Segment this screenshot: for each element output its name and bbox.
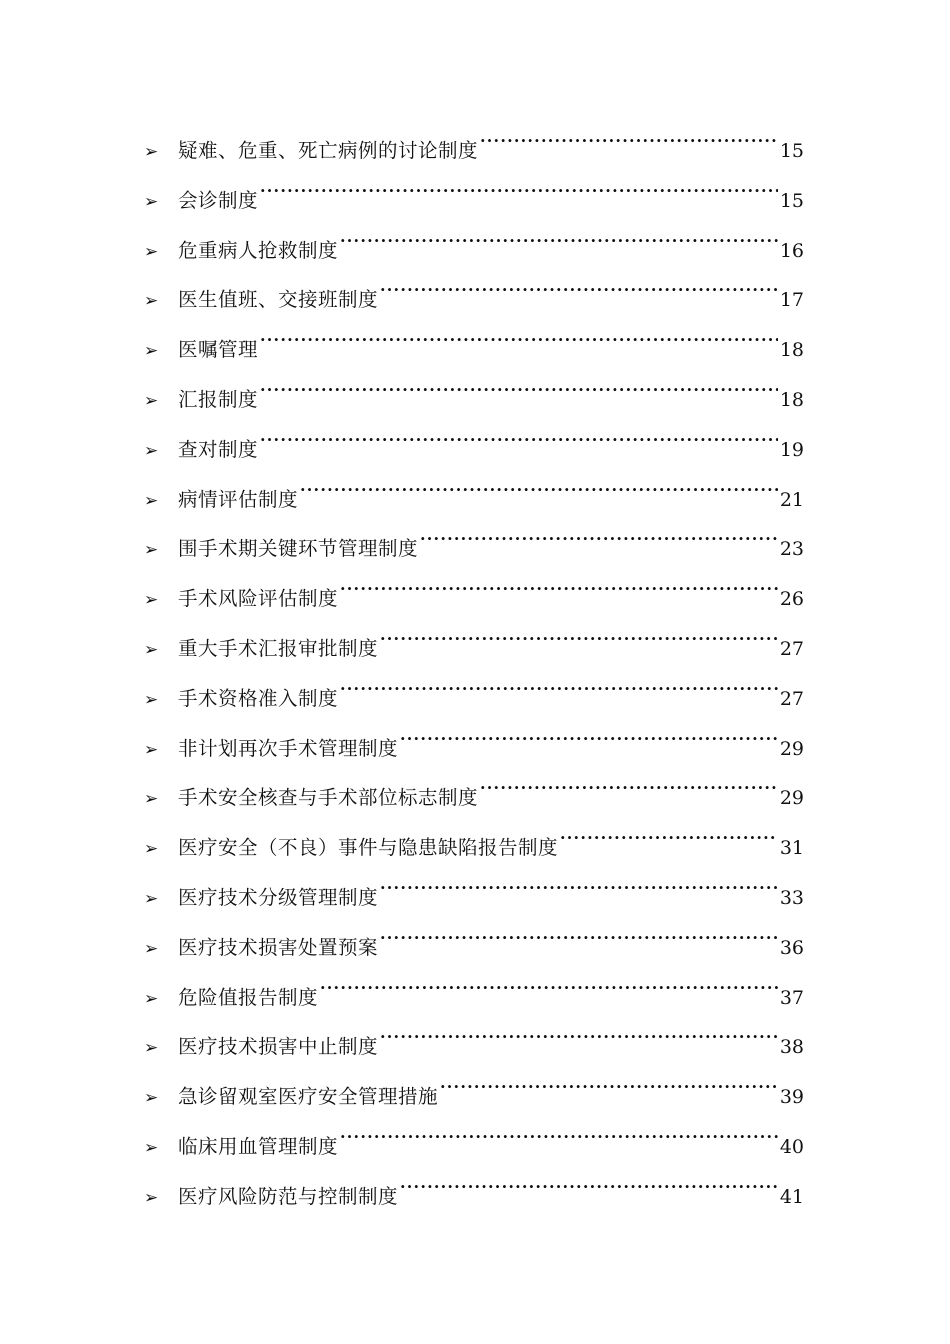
dot-leader	[380, 1033, 778, 1053]
dot-leader	[440, 1083, 778, 1103]
toc-entry-title: 手术安全核查与手术部位标志制度	[178, 786, 479, 810]
toc-entry-title: 查对制度	[178, 437, 259, 461]
toc-entry[interactable]	[144, 729, 804, 779]
arrow-bullet-icon: ➢	[144, 1038, 159, 1059]
toc-entry-page-number: 29	[779, 737, 804, 760]
arrow-bullet-icon: ➢	[144, 490, 159, 511]
dot-leader	[300, 486, 778, 506]
toc-entry-page-number: 19	[779, 438, 804, 461]
arrow-bullet-icon: ➢	[144, 888, 159, 909]
arrow-bullet-icon: ➢	[144, 241, 159, 262]
dot-leader	[480, 137, 778, 157]
toc-entry-page-number: 27	[779, 637, 804, 660]
toc-entry-title: 危重病人抢救制度	[178, 238, 339, 262]
dot-leader	[260, 336, 778, 356]
toc-entry-title: 危险值报告制度	[178, 985, 319, 1009]
toc-entry-page-number: 37	[779, 986, 804, 1009]
toc-entry-page-number: 26	[779, 588, 804, 611]
dot-leader	[380, 884, 778, 904]
toc-entry[interactable]	[144, 928, 804, 978]
dot-leader	[400, 735, 778, 755]
toc-entry-page-number: 31	[779, 837, 804, 860]
arrow-bullet-icon: ➢	[144, 590, 159, 611]
toc-entry-page-number: 29	[779, 787, 804, 810]
toc-entry[interactable]	[144, 480, 804, 530]
toc-entry-page-number: 36	[779, 936, 804, 959]
toc-entry[interactable]	[144, 1177, 804, 1227]
arrow-bullet-icon: ➢	[144, 341, 159, 362]
dot-leader	[340, 685, 778, 705]
toc-entry-title: 汇报制度	[178, 387, 259, 411]
toc-entry[interactable]	[144, 828, 804, 878]
toc-entry[interactable]	[144, 430, 804, 480]
arrow-bullet-icon: ➢	[144, 1137, 159, 1158]
toc-entry-title: 医疗技术分级管理制度	[178, 885, 379, 909]
toc-entry[interactable]	[144, 231, 804, 281]
toc-entry-title: 医疗技术损害处置预案	[178, 935, 379, 959]
toc-entry-title: 医疗安全（不良）事件与隐患缺陷报告制度	[178, 836, 559, 860]
toc-entry-title: 病情评估制度	[178, 487, 299, 511]
toc-entry[interactable]	[144, 380, 804, 430]
toc-entry[interactable]	[144, 1077, 804, 1127]
toc-entry[interactable]	[144, 1127, 804, 1177]
toc-entry-page-number: 23	[779, 538, 804, 561]
dot-leader	[260, 386, 778, 406]
toc-entry[interactable]	[144, 878, 804, 928]
toc-entry-page-number: 17	[779, 289, 804, 312]
dot-leader	[340, 585, 778, 605]
toc-entry-page-number: 15	[779, 189, 804, 212]
dot-leader	[320, 984, 778, 1004]
arrow-bullet-icon: ➢	[144, 540, 159, 561]
arrow-bullet-icon: ➢	[144, 291, 159, 312]
arrow-bullet-icon: ➢	[144, 142, 159, 162]
toc-entry-page-number: 15	[779, 140, 804, 162]
toc-entry-page-number: 21	[779, 488, 804, 511]
toc-entry[interactable]	[144, 579, 804, 629]
toc-entry-page-number: 41	[779, 1185, 804, 1208]
toc-entry-title: 疑难、危重、死亡病例的讨论制度	[178, 139, 479, 162]
toc-entry-title: 医疗技术损害中止制度	[178, 1035, 379, 1059]
arrow-bullet-icon: ➢	[144, 938, 159, 959]
toc-entry-page-number: 40	[779, 1135, 804, 1158]
toc-entry[interactable]	[144, 1027, 804, 1077]
arrow-bullet-icon: ➢	[144, 739, 159, 760]
toc-entry[interactable]	[144, 978, 804, 1028]
arrow-bullet-icon: ➢	[144, 839, 159, 860]
toc-entry[interactable]	[144, 529, 804, 579]
toc-entry-title: 急诊留观室医疗安全管理措施	[178, 1085, 439, 1109]
toc-entry[interactable]	[144, 181, 804, 231]
toc-entry-title: 手术风险评估制度	[178, 587, 339, 611]
toc-entry-page-number: 39	[779, 1086, 804, 1109]
toc-entry[interactable]	[144, 131, 804, 181]
arrow-bullet-icon: ➢	[144, 1187, 159, 1208]
dot-leader	[260, 436, 778, 456]
dot-leader	[560, 834, 778, 854]
toc-entry-page-number: 18	[779, 388, 804, 411]
toc-entry-title: 医生值班、交接班制度	[178, 288, 379, 312]
toc-entry-title: 会诊制度	[178, 188, 259, 212]
toc-entry-title: 医嘱管理	[178, 338, 259, 362]
dot-leader	[260, 187, 778, 207]
toc-entry-page-number: 16	[779, 239, 804, 262]
arrow-bullet-icon: ➢	[144, 1088, 159, 1109]
toc-entry-title: 非计划再次手术管理制度	[178, 736, 399, 760]
toc-entry[interactable]	[144, 629, 804, 679]
toc-entry-page-number: 27	[779, 687, 804, 710]
dot-leader	[380, 635, 778, 655]
arrow-bullet-icon: ➢	[144, 639, 159, 660]
arrow-bullet-icon: ➢	[144, 390, 159, 411]
arrow-bullet-icon: ➢	[144, 191, 159, 212]
arrow-bullet-icon: ➢	[144, 789, 159, 810]
toc-entry[interactable]	[144, 330, 804, 380]
dot-leader	[340, 237, 778, 257]
toc-entry-title: 临床用血管理制度	[178, 1134, 339, 1158]
arrow-bullet-icon: ➢	[144, 988, 159, 1009]
toc-entry-title: 医疗风险防范与控制制度	[178, 1184, 399, 1208]
toc-entry[interactable]	[144, 778, 804, 828]
toc-entry-title: 围手术期关键环节管理制度	[178, 537, 419, 561]
toc-entry-title: 重大手术汇报审批制度	[178, 636, 379, 660]
toc-entry-page-number: 33	[779, 886, 804, 909]
dot-leader	[420, 535, 778, 555]
toc-entry[interactable]	[144, 280, 804, 330]
toc-entry-title: 手术资格准入制度	[178, 686, 339, 710]
toc-entry-page-number: 18	[779, 339, 804, 362]
arrow-bullet-icon: ➢	[144, 440, 159, 461]
dot-leader	[380, 934, 778, 954]
dot-leader	[480, 784, 778, 804]
toc-entry[interactable]	[144, 679, 804, 729]
table-of-contents	[144, 131, 804, 1227]
dot-leader	[400, 1183, 778, 1203]
dot-leader	[380, 286, 778, 306]
arrow-bullet-icon: ➢	[144, 689, 159, 710]
toc-entry-page-number: 38	[779, 1036, 804, 1059]
dot-leader	[340, 1133, 778, 1153]
